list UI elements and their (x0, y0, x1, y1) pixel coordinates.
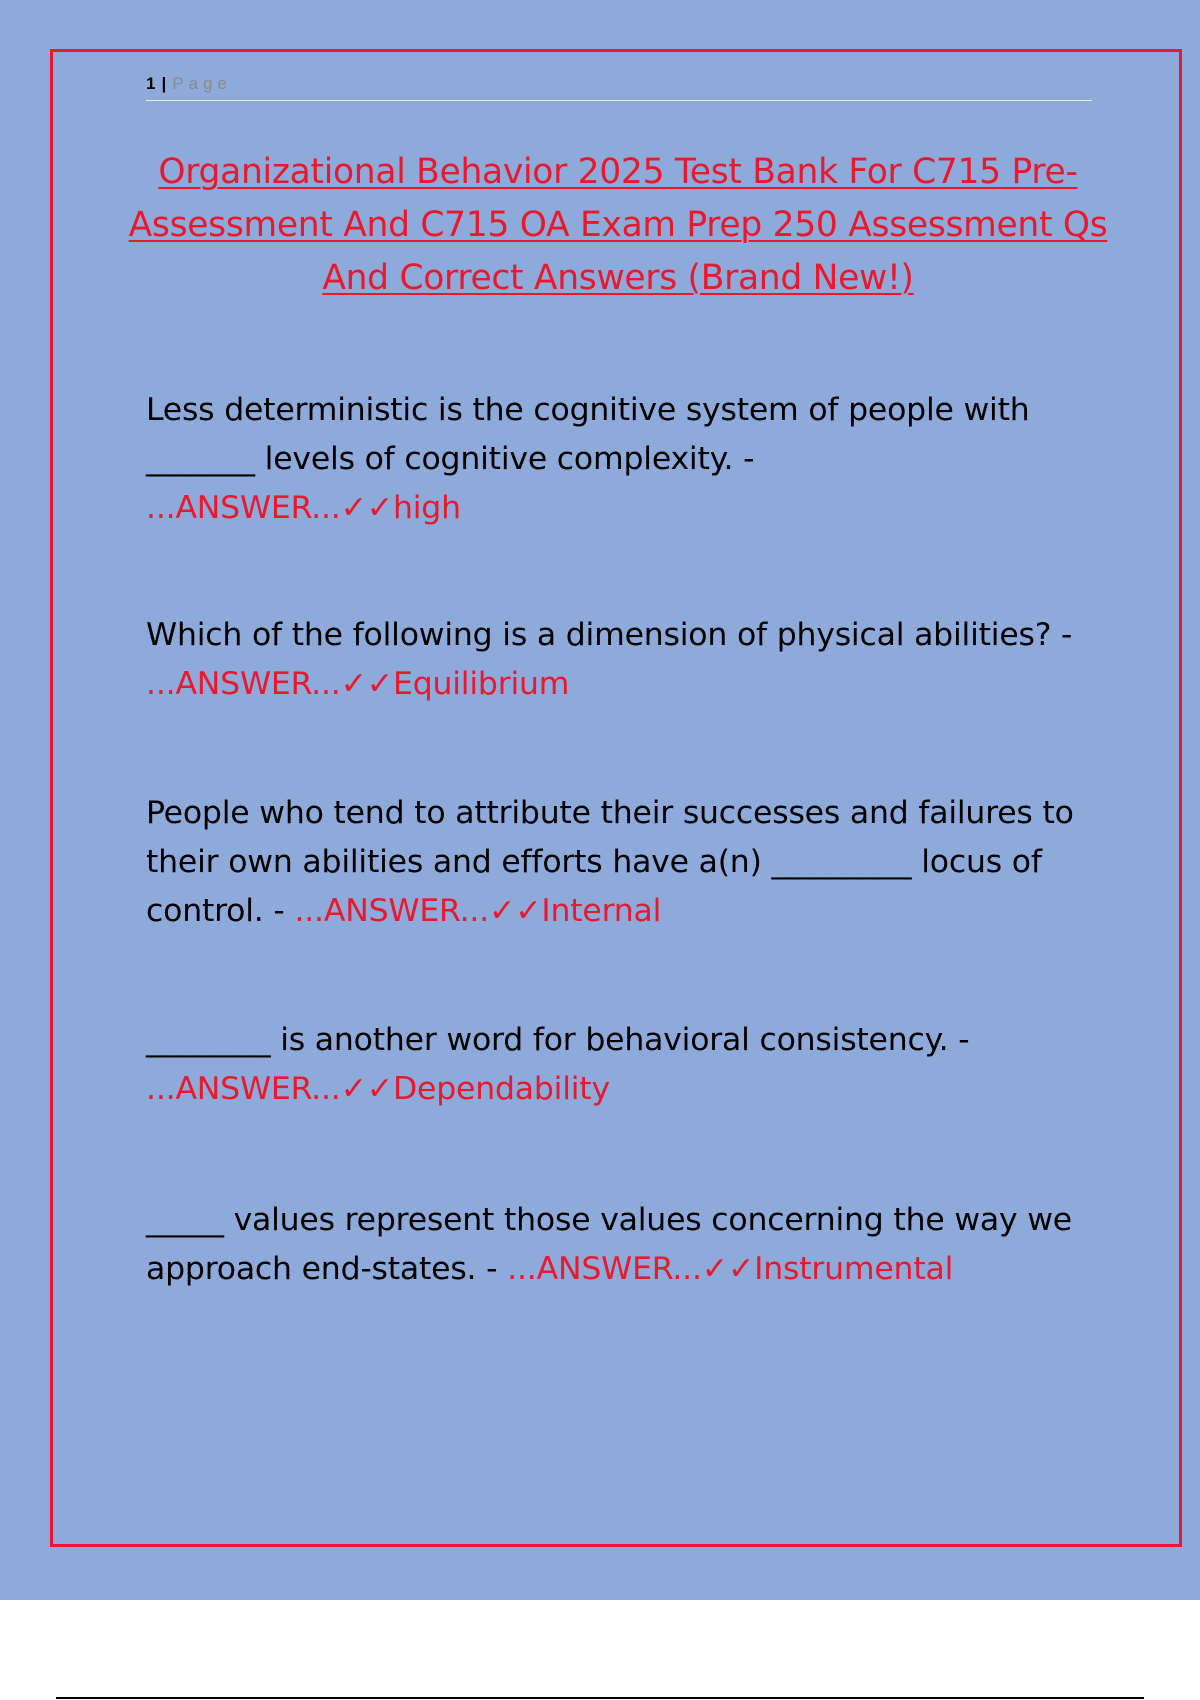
answer-text: ...ANSWER...✓✓high (146, 490, 461, 526)
header-separator: | (161, 74, 167, 93)
page-number: 1 (146, 74, 156, 93)
question-text: Which of the following is a dimension of physical abilities? - (146, 617, 1073, 653)
document-title: Organizational Behavior 2025 Test Bank For C715 Pre-Assessment And C715 OA Exam Prep 250 Assessment Qs And Correct Answers (Brand New!) (128, 152, 1108, 298)
answer-text: ...ANSWER...✓✓Internal (294, 893, 662, 929)
qa-item (146, 1196, 1106, 1294)
question-text: Less deterministic is the cognitive system of people with _______ levels of cognitive complexity. - (146, 392, 1030, 477)
question-text: People who tend to attribute their successes and failures to their own abilities and efforts have a(n) _________ locus of control. - (146, 795, 1074, 929)
answer-text: ...ANSWER...✓✓Equilibrium (146, 666, 570, 702)
page-header (146, 74, 1092, 101)
question-text: ________ is another word for behavioral consistency. - (146, 1022, 970, 1058)
answer-text: ...ANSWER...✓✓Instrumental (507, 1251, 954, 1287)
qa-item (146, 386, 1106, 533)
qa-item (146, 1016, 1106, 1114)
bottom-divider (56, 1697, 1144, 1699)
qa-item (146, 611, 1106, 709)
question-text: _____ values represent those values concerning the way we approach end-states. - (146, 1202, 1072, 1287)
qa-item (146, 789, 1106, 936)
page-label: Page (172, 74, 232, 93)
answer-text: ...ANSWER...✓✓Dependability (146, 1071, 610, 1107)
